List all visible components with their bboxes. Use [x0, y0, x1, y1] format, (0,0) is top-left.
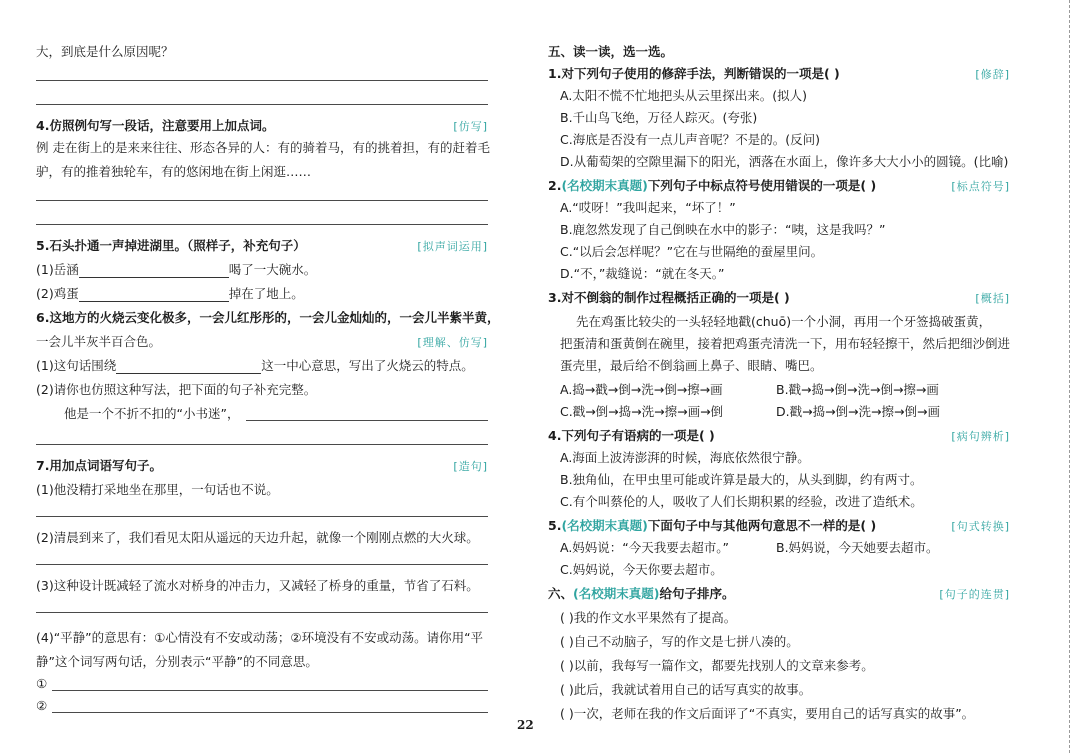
section-5-heading: 五、读一读，选一选。 — [548, 44, 674, 59]
option-c: C.妈妈说，今天你要去超市。 — [560, 562, 723, 577]
question-number: 2. — [548, 178, 562, 193]
section-number: 六、 — [548, 586, 574, 601]
option-a: A.捣→戳→倒→洗→倒→擦→画 — [560, 382, 723, 397]
option-c: C.海底是否没有一点儿声音呢？不是的。(反问) — [560, 132, 820, 147]
question-5-item-1 — [36, 262, 316, 278]
binding-edge — [1069, 0, 1072, 753]
option-d: D.“不，”裁缝说：“就在冬天。” — [560, 266, 725, 281]
source-badge: (名校期末真题) — [561, 178, 648, 193]
fill-blank[interactable] — [79, 265, 229, 278]
section-6-tag: [句子的连贯] — [939, 588, 1010, 601]
question-6-item-1 — [36, 358, 474, 374]
question-1-tag: [修辞] — [975, 68, 1010, 81]
question-6-item-2: (2)请你也仿照这种写法，把下面的句子补充完整。 — [36, 382, 317, 397]
option-a: A.“哎呀！”我叫起来，“坏了！” — [560, 200, 736, 215]
question-7-item-3: (3)这种设计既减轻了流水对桥身的冲击力，又减轻了桥身的重量，节省了石料。 — [36, 578, 479, 593]
option-c: C.有个叫蔡伦的人，吸收了人们长期积累的经验，改进了造纸术。 — [560, 494, 923, 509]
option-c: C.“以后会怎样呢？”它在与世隔绝的蚕屋里问。 — [560, 244, 824, 259]
option-b: B.千山鸟飞绝，万径人踪灭。(夸张) — [560, 110, 758, 125]
question-6-item-3: 他是一个不折不扣的“小书迷”， — [64, 406, 240, 421]
question-1: 1.对下列句子使用的修辞手法，判断错误的一项是( ) — [548, 66, 840, 81]
question-2-tag: [标点符号] — [951, 180, 1010, 193]
passage-line-2: 把蛋清和蛋黄倒在碗里，接着把鸡蛋壳清洗一下，用布轻轻擦干，然后把细沙倒进 — [560, 336, 1011, 351]
question-7-title: 7.用加点词语写句子。 — [36, 458, 162, 473]
question-7-item-4-line-1: (4)“平静”的意思有：①心情没有不安或动荡；②环境没有不安或动荡。请你用“平 — [36, 630, 484, 645]
ordering-item: ( )一次，老师在我的作文后面评了“不真实，要用自己的话写真实的故事”。 — [560, 706, 975, 721]
question-7-tag: [造句] — [453, 460, 488, 473]
question-text: 下面句子中与其他两句意思不一样的是( ) — [647, 518, 877, 533]
answer-line — [52, 712, 488, 713]
fill-blank[interactable] — [79, 289, 229, 302]
ordering-item: ( )以前，我每写一篇作文，都要先找别人的文章来参考。 — [560, 658, 874, 673]
question-3-tag: [概括] — [975, 292, 1010, 305]
option-d: D.从葡萄架的空隙里漏下的阳光，洒落在水面上，像许多大大小小的圆镜。(比喻) — [560, 154, 1009, 169]
option-b: B.独角仙，在甲虫里可能或许算是最大的，从头到脚，约有两寸。 — [560, 472, 923, 487]
question-4-tag: [仿写] — [453, 120, 488, 133]
question-6-title: 6.这地方的火烧云变化极多，一会儿红彤彤的，一会儿金灿灿的，一会儿半紫半黄， — [36, 310, 500, 325]
option-b: B.鹿忽然发现了自己倒映在水中的影子：“咦，这是我吗？” — [560, 222, 886, 237]
answer-line — [36, 224, 488, 225]
continuation-line: 大，到底是什么原因呢？ — [36, 44, 174, 59]
question-number: 5. — [548, 518, 562, 533]
ordering-item: ( )我的作文水平果然有了提高。 — [560, 610, 737, 625]
answer-line — [36, 564, 488, 565]
question-5-tag: [拟声词运用] — [417, 240, 488, 253]
answer-line — [36, 200, 488, 201]
option-b: B.妈妈说，今天她要去超市。 — [776, 540, 939, 555]
item-prefix: (1)岳涵 — [36, 262, 79, 277]
circled-number-1: ① — [36, 676, 48, 691]
answer-line — [36, 516, 488, 517]
answer-line — [36, 444, 488, 445]
item-suffix: 这一中心意思，写出了火烧云的特点。 — [261, 358, 474, 373]
section-6-heading — [548, 586, 734, 602]
question-4-tag: [病句辨析] — [951, 430, 1010, 443]
fill-blank[interactable] — [116, 361, 261, 374]
question-4-example-line-2: 驴，有的推着独轮车，有的悠闲地在街上闲逛…… — [36, 164, 312, 179]
answer-line — [246, 420, 488, 421]
question-6-line-2: 一会儿半灰半百合色。 — [36, 334, 162, 349]
question-5-tag: [句式转换] — [951, 520, 1010, 533]
question-7-item-4-line-2: 静”这个词写两句话，分别表示“平静”的不同意思。 — [36, 654, 318, 669]
answer-line — [36, 612, 488, 613]
ordering-item: ( )自己不动脑子，写的作文是七拼八凑的。 — [560, 634, 799, 649]
question-2 — [548, 178, 876, 194]
question-3: 3.对不倒翁的制作过程概括正确的一项是( ) — [548, 290, 790, 305]
item-suffix: 喝了一大碗水。 — [228, 262, 317, 277]
passage-line-1: 先在鸡蛋比较尖的一头轻轻地戳(chuō)一个小洞，再用一个牙签捣破蛋黄， — [576, 314, 992, 329]
question-4-title: 4.仿照例句写一段话，注意要用上加点词。 — [36, 118, 275, 133]
ordering-item: ( )此后，我就试着用自己的话写真实的故事。 — [560, 682, 812, 697]
answer-line — [52, 690, 488, 691]
item-prefix: (2)鸡蛋 — [36, 286, 79, 301]
question-4: 4.下列句子有语病的一项是( ) — [548, 428, 715, 443]
option-b: B.戳→捣→倒→洗→倒→擦→画 — [776, 382, 939, 397]
item-prefix: (1)这句话围绕 — [36, 358, 117, 373]
question-6-tag: [理解、仿写] — [417, 336, 488, 349]
option-c: C.戳→倒→捣→洗→擦→画→倒 — [560, 404, 724, 419]
circled-number-2: ② — [36, 698, 48, 713]
answer-line — [36, 80, 488, 81]
option-a: A.太阳不慌不忙地把头从云里探出来。(拟人) — [560, 88, 808, 103]
section-text: 给句子排序。 — [659, 586, 735, 601]
option-a: A.海面上波涛澎湃的时候，海底依然很宁静。 — [560, 450, 810, 465]
page-number: 22 — [517, 718, 534, 732]
item-suffix: 掉在了地上。 — [228, 286, 304, 301]
question-4-example-line-1: 例 走在街上的是来来往往、形态各异的人：有的骑着马，有的挑着担，有的赶着毛 — [36, 140, 490, 155]
passage-line-3: 蛋壳里，最后给不倒翁画上鼻子、眼睛、嘴巴。 — [560, 358, 823, 373]
question-7-item-1: (1)他没精打采地坐在那里，一句话也不说。 — [36, 482, 279, 497]
source-badge: (名校期末真题) — [561, 518, 648, 533]
source-badge: (名校期末真题) — [573, 586, 660, 601]
question-7-item-2: (2)清晨到来了，我们看见太阳从遥远的天边升起，就像一个刚刚点燃的大火球。 — [36, 530, 479, 545]
question-5-item-2 — [36, 286, 304, 302]
option-d: D.戳→捣→倒→洗→擦→倒→画 — [776, 404, 940, 419]
option-a: A.妈妈说：“今天我要去超市。” — [560, 540, 730, 555]
question-text: 下列句子中标点符号使用错误的一项是( ) — [647, 178, 877, 193]
question-5 — [548, 518, 876, 534]
question-5-title: 5.石头扑通一声掉进湖里。（照样子，补充句子） — [36, 238, 306, 253]
answer-line — [36, 104, 488, 105]
